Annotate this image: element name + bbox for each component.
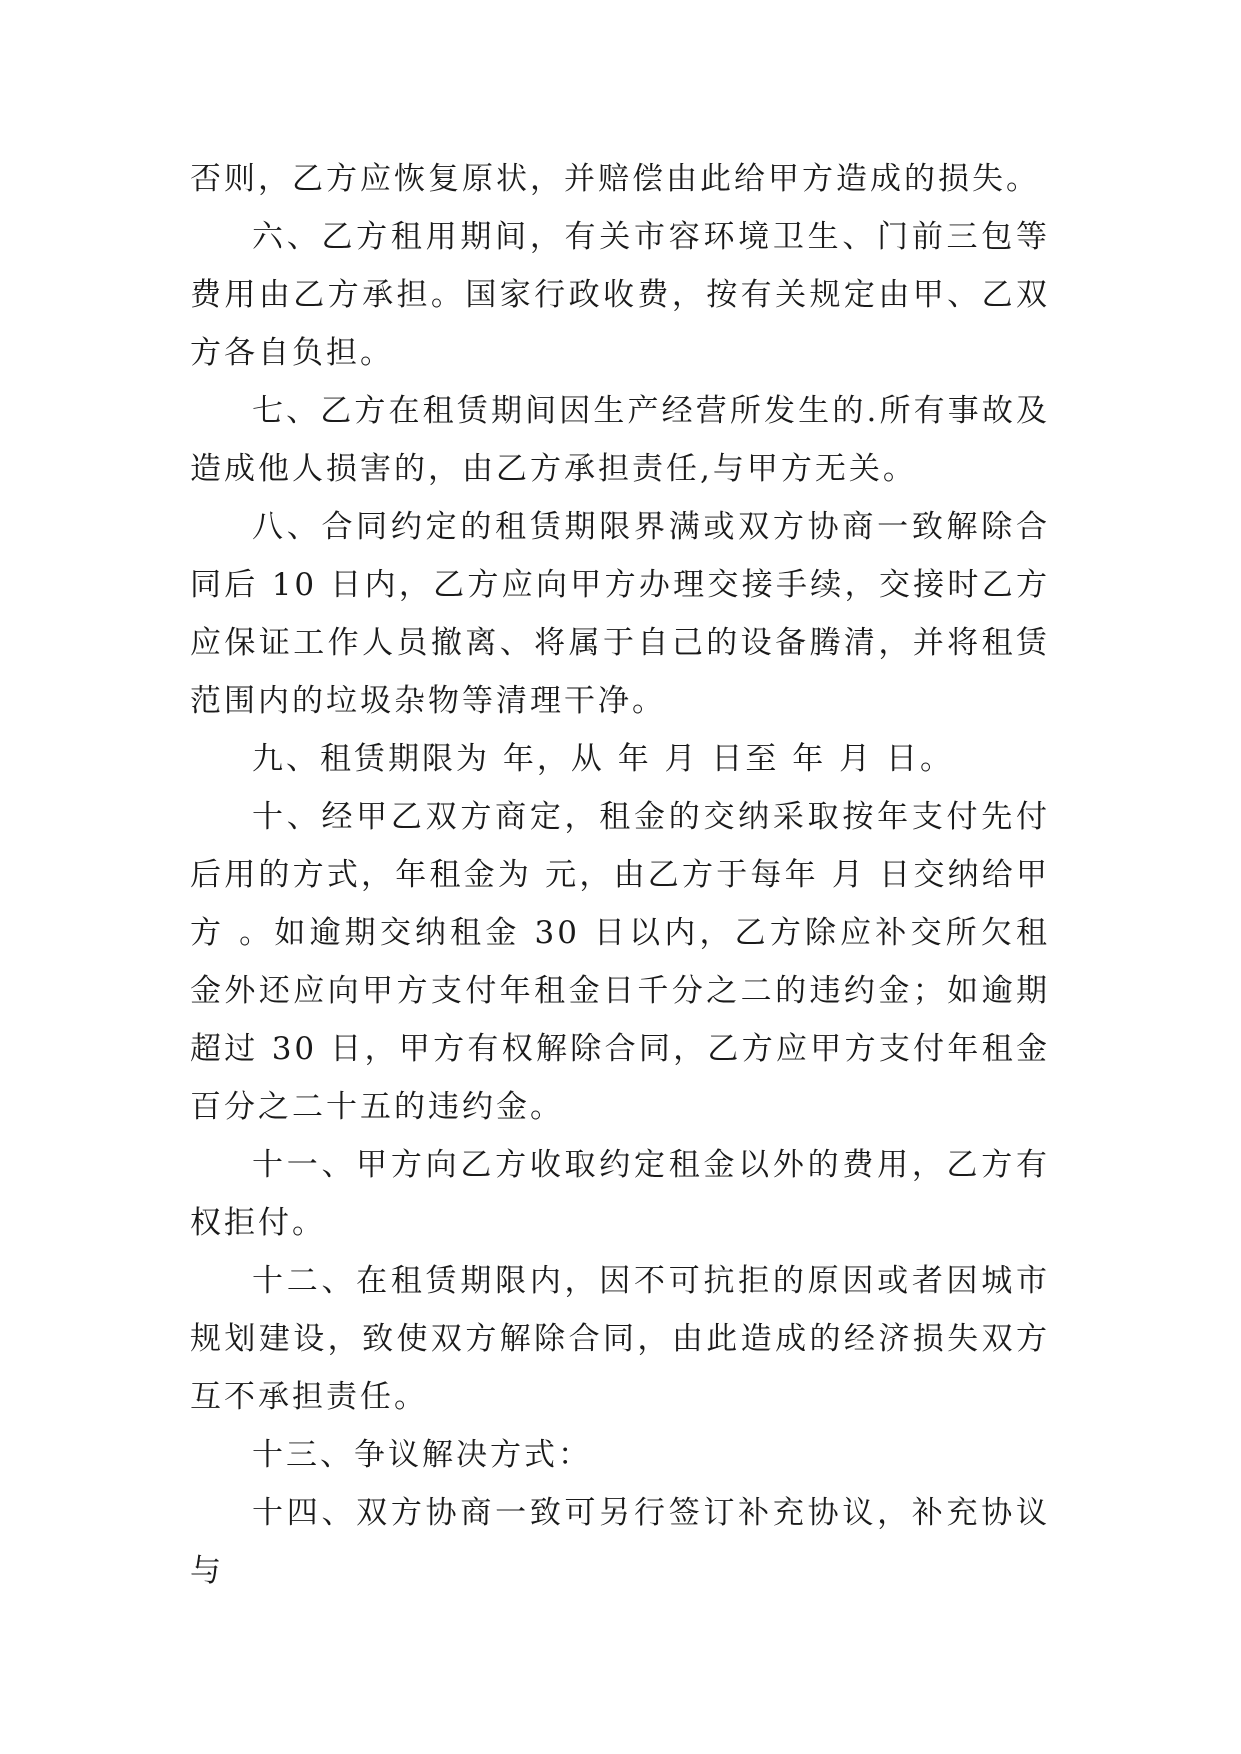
paragraph-clause-9: 九、租赁期限为 年，从 年 月 日至 年 月 日。 [252, 741, 954, 777]
paragraph-clause-14: 十四、双方协商一致可另行签订补充协议，补充协议与 [190, 1495, 1050, 1589]
paragraph-clause-10: 十、经甲乙双方商定，租金的交纳采取按年支付先付后用的方式，年租金为 元，由乙方于每年 月 日交纳给甲方 。如逾期交纳租金 30 日以内，乙方除应补交所欠租金外还应向甲方支付年租金日千分之二的违约金；如逾期超过 30 日，甲方有权解除合同，乙方应甲方支付年租金百分之二十五的违约金。 [190, 799, 1050, 1125]
paragraph-clause-13: 十三、争议解决方式： [252, 1437, 592, 1473]
document-body [190, 150, 1050, 1600]
paragraph-clause-6: 六、乙方租用期间，有关市容环境卫生、门前三包等费用由乙方承担。国家行政收费，按有关规定由甲、乙双方各自负担。 [190, 219, 1050, 371]
paragraph-clause-11: 十一、甲方向乙方收取约定租金以外的费用，乙方有权拒付。 [190, 1147, 1050, 1241]
paragraph-continuation: 否则，乙方应恢复原状，并赔偿由此给甲方造成的损失。 [190, 161, 1040, 197]
paragraph-clause-8: 八、合同约定的租赁期限界满或双方协商一致解除合同后 10 日内，乙方应向甲方办理交接手续，交接时乙方应保证工作人员撤离、将属于自己的设备腾清，并将租赁范围内的垃圾杂物等清理干净。 [190, 509, 1050, 719]
paragraph-clause-7: 七、乙方在租赁期间因生产经营所发生的.所有事故及造成他人损害的，由乙方承担责任,与甲方无关。 [190, 393, 1050, 487]
paragraph-clause-12: 十二、在租赁期限内，因不可抗拒的原因或者因城市规划建设，致使双方解除合同，由此造成的经济损失双方互不承担责任。 [190, 1263, 1050, 1415]
